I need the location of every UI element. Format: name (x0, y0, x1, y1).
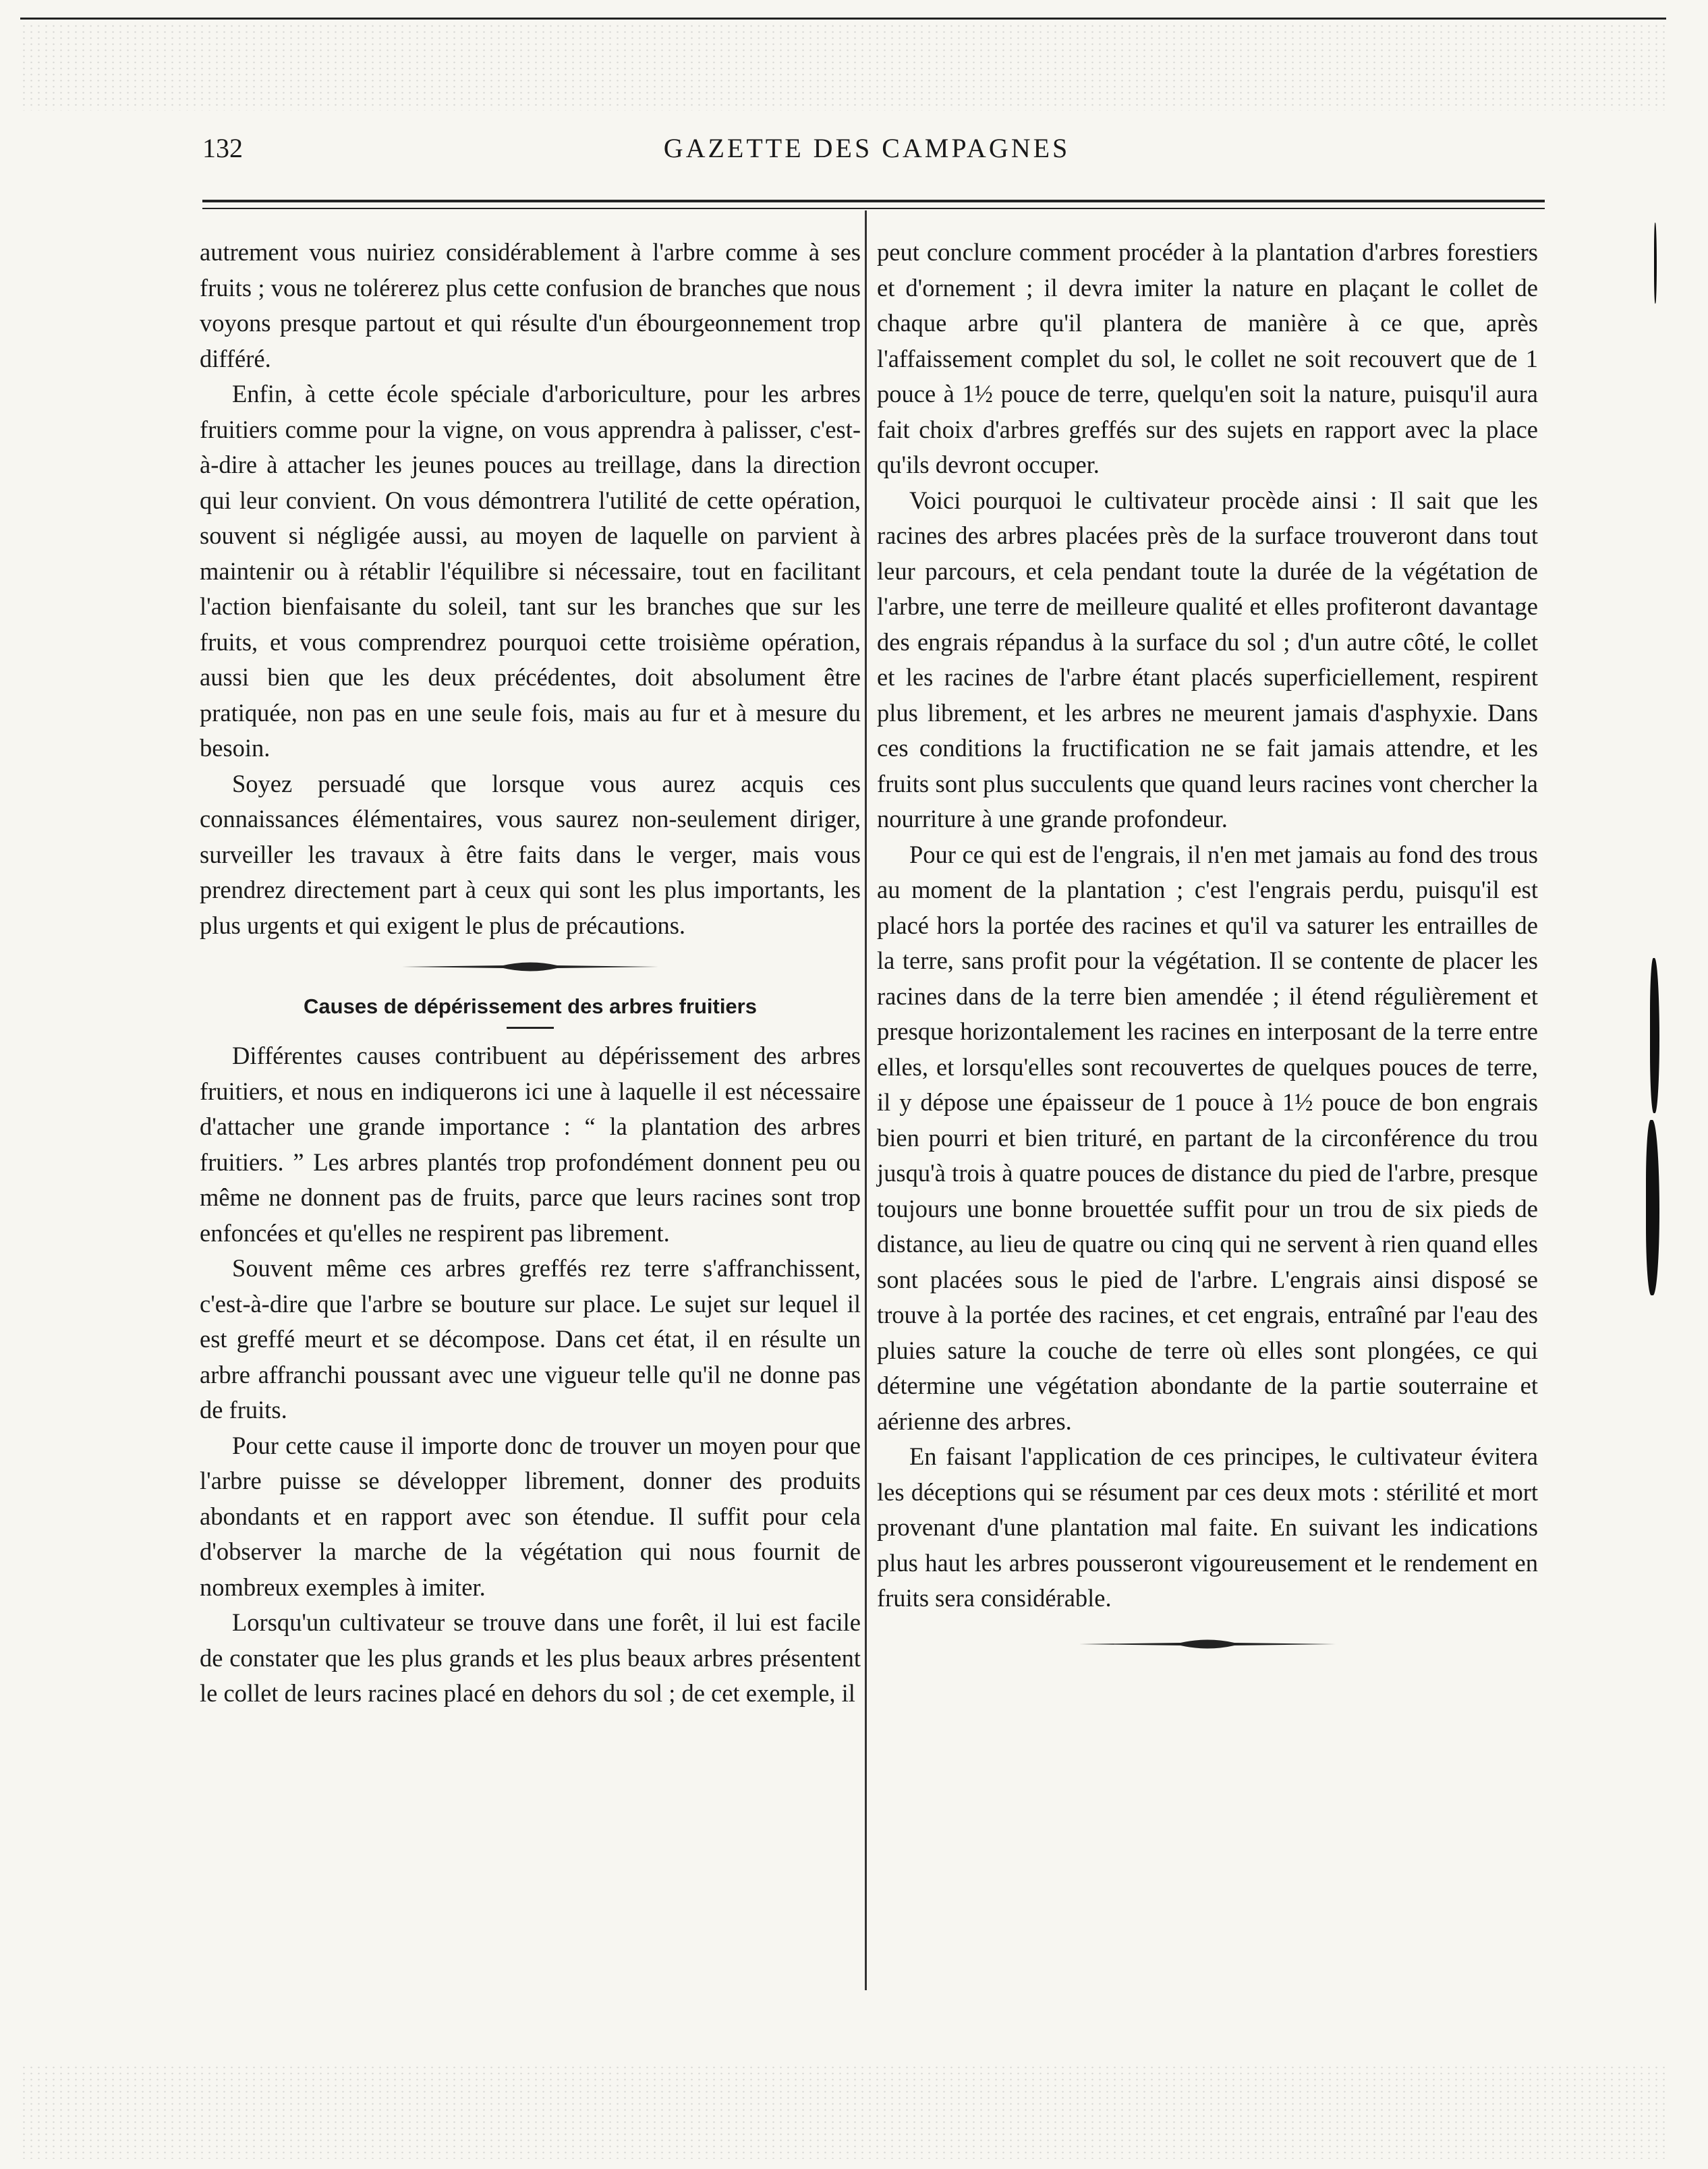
ink-blot-mark (1650, 958, 1659, 1113)
left-column (200, 235, 861, 1712)
article-paragraph: Soyez persuadé que lorsque vous aurez acquis ces connaissances élémentaires, vous saurez non-seulement diriger, surveiller les travaux à être faits dans le verger, mais vous prendrez directement part à ceux qui sont les plus importants, les plus urgents et qui exigent le plus de précautions. (200, 769, 861, 939)
header-rule-thick (202, 200, 1545, 202)
page-header (189, 132, 1545, 179)
article-paragraph: Pour ce qui est de l'engrais, il n'en met jamais au fond des trous au moment de la plantation ; c'est l'engrais perdu, puisqu'il est placé hors la portée des racines et qu'il va saturer les entrailles de la terre, sans profit pour la végétation. Il se contente de placer les racines dans de la terre bien amendée ; il étend régulièrement et presque horizontalement les racines en interposant de la terre entre elles, et lorsqu'elles sont recouvertes de quelques pouces de terre, il y dépose une épaisseur de 1 pouce à 1½ pouce de bon engrais bien pourri et bien trituré, en partant de la circonférence du trou jusqu'à trois à quatre pouces de distance du pied de l'arbre, presque toujours une bonne brouettée suffit pour un trou de six pieds de distance, au lieu de quatre ou cinq qui ne servent à rien quand elles sont placées sous le pied de l'arbre. L'engrais ainsi disposé se trouve à la portée des racines, et cet engrais, entraîné par l'eau des pluies sature la couche de terre où elles sont plongées, ce qui détermine une végétation abondante de la partie souterraine et aérienne des arbres. (877, 840, 1538, 1435)
article-paragraph: Voici pourquoi le cultivateur procède ainsi : Il sait que les racines des arbres placées près de la surface trouveront dans tout leur parcours, et cela pendant toute la durée de la végétation de l'arbre, une terre de meilleure qualité et elles profiteront davantage des engrais répandus à la surface du sol ; d'un autre côté, le collet et les racines de l'arbre étant placés superficiellement, respirent plus librement, et les arbres ne meurent jamais d'asphyxie. Dans ces conditions la fructification ne se fait jamais attendre, et les fruits sont plus succulents que quand leurs racines vont chercher la nourriture à une grande profondeur. (877, 486, 1538, 833)
section-paragraph: Souvent même ces arbres greffés rez terre s'affranchissent, c'est-à-dire que l'arbre se bouture sur place. Le sujet sur lequel il est greffé meurt et se décompose. Dans cet état, il en résulte un arbre affranchi poussant avec une vigueur telle qu'il ne donne pas de fruits. (200, 1254, 861, 1424)
end-of-article-ornament (1079, 1637, 1336, 1652)
article-paragraph: En faisant l'application de ces principes, le cultivateur évitera les déceptions qui se résument par ces deux mots : stérilité et mort provenant d'une plantation mal faite. En suivant les indications plus haut les arbres pousseront vigoureusement et le rendement en fruits sera considérable. (877, 1442, 1538, 1612)
scan-noise-bottom (20, 2064, 1666, 2159)
margin-streak-mark (1654, 223, 1657, 304)
right-column (877, 235, 1538, 1666)
journal-title: GAZETTE DES CAMPAGNES (663, 133, 1071, 163)
ink-blot-mark (1646, 1120, 1659, 1295)
section-paragraph: Différentes causes contribuent au dépérissement des arbres fruitiers, et nous en indiquerons ici une à laquelle il est nécessaire d'attacher une grande importance : “ la plantation des arbres fruitiers. ” Les arbres plantés trop profondément donnent peu ou même ne donnent pas de fruits, parce que leurs racines sont trop enfoncées et qu'elles ne respirent pas librement. (200, 1042, 861, 1247)
section-paragraph: Lorsqu'un cultivateur se trouve dans une forêt, il lui est facile de constater que les plus grands et les plus beaux arbres présentent le collet de leurs racines placé en dehors du sol ; de cet exemple, il (200, 1608, 861, 1707)
section-title: Causes de dépérissement des arbres fruitiers (304, 994, 757, 1018)
scan-noise-top (20, 23, 1666, 111)
section-title-rule (507, 1027, 554, 1029)
section-paragraph: Pour cette cause il importe donc de trouver un moyen pour que l'arbre puisse se développer librement, donner des produits abondants et en rapport avec son étendue. Il suffit pour cela d'observer la marche de la végétation qui nous fournit de nombreux exemples à imiter. (200, 1431, 861, 1601)
article-paragraph: Enfin, à cette école spéciale d'arboriculture, pour les arbres fruitiers comme pour la vigne, on vous apprendra à palisser, c'est-à-dire à attacher les jeunes pouces au treillage, dans la direction qui leur convient. On vous démontrera l'utilité de cette opération, souvent si négligée aussi, au moyen de laquelle on parvient à maintenir ou à rétablir l'équilibre si nécessaire, tout en facilitant l'action bienfaisante du soleil, tant sur les branches que sur les fruits, et vous comprendrez pourquoi cette troisième opération, aussi bien que les deux précédentes, doit absolument être pratiquée, non pas en une seule fois, mais au fur et à mesure du besoin. (200, 380, 861, 762)
page-number: 132 (202, 133, 243, 163)
top-border-rule (20, 18, 1666, 20)
article-paragraph: peut conclure comment procéder à la plantation d'arbres forestiers et d'ornement ; il devra imiter la nature en plaçant le collet de chaque arbre qu'il plantera de manière à ce que, après l'affaissement complet du sol, le collet ne soit recouvert que de 1 pouce à 1½ pouce de terre, quelqu'en soit la nature, puisqu'il aura fait choix d'arbres greffés sur des sujets en rapport avec la place qu'ils devront occuper. (877, 238, 1538, 478)
section-separator-ornament (402, 959, 658, 974)
article-paragraph: autrement vous nuiriez considérablement à l'arbre comme à ses fruits ; vous ne tolérerez plus cette confusion de branches que nous voyons presque partout et qui résulte d'un ébourgeonnement trop différé. (200, 238, 861, 372)
column-divider (865, 210, 867, 1990)
header-rule-thin (202, 208, 1545, 209)
